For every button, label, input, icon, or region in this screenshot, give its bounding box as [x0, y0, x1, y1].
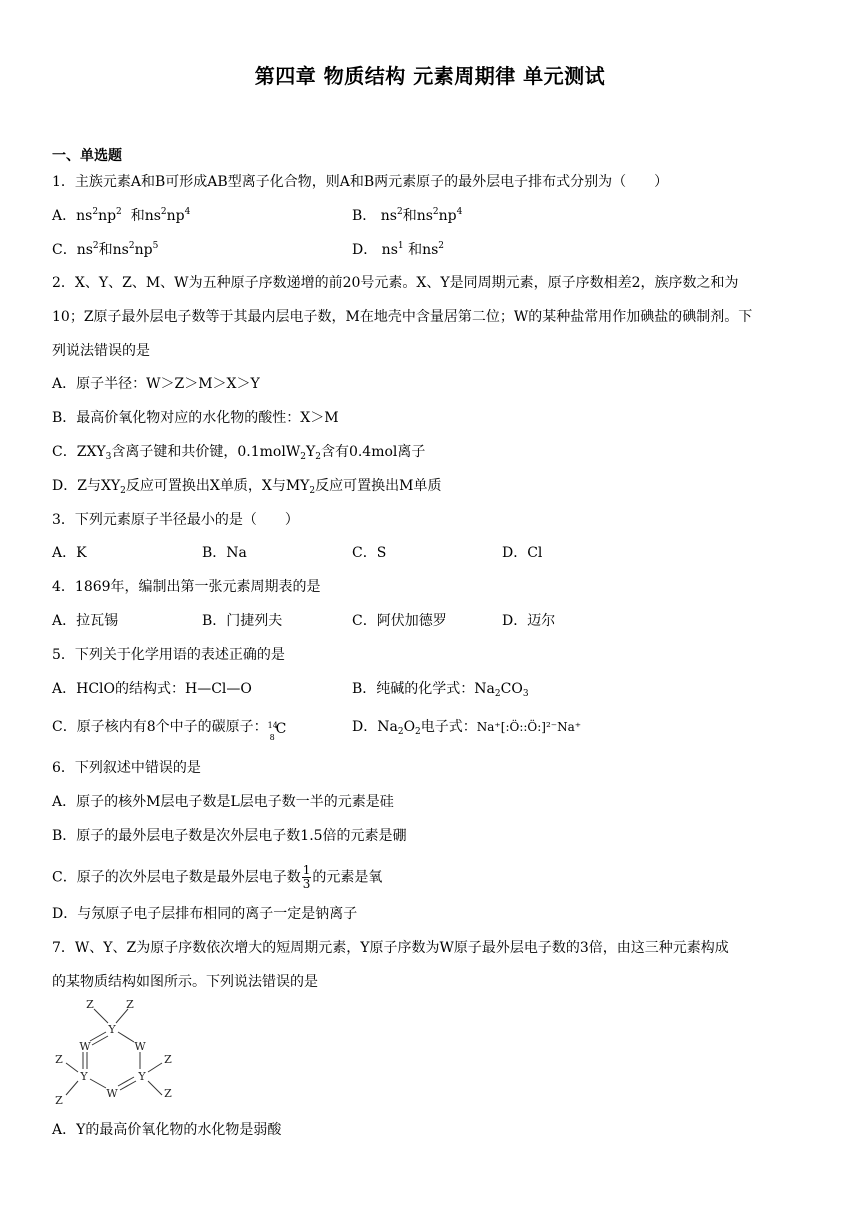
q6-option-b[interactable]: B．原子的最外层电子数是次外层电子数1.5倍的元素是硼 — [52, 828, 407, 844]
q3-option-c[interactable]: C．S — [352, 545, 387, 561]
q1-option-a[interactable]: A．$ns^2np^2$ 和$ns^2np^4$ — [52, 207, 191, 224]
question-1-stem: 1．主族元素A和B可形成AB型离子化合物，则A和B两元素原子的最外层电子排布式分别为（ ） — [52, 174, 669, 190]
q4-option-b[interactable]: B．门捷列夫 — [202, 613, 283, 629]
atom-z-top-left: Z — [86, 998, 94, 1011]
atom-z-mid-right: Z — [164, 1053, 172, 1066]
q3-option-a[interactable]: A．K — [52, 545, 87, 561]
question-7-line-2: 的某物质结构如图所示。下列说法错误的是 — [52, 974, 318, 990]
question-2-line-2: 10；Z原子最外层电子数等于其最内层电子数，M在地壳中含量居第二位；W的某种盐常用作加碘盐的碘制剂。下 — [52, 309, 753, 325]
q2-option-c[interactable]: C．$ZXY_3$含离子键和共价键，$0.1molW_2Y_2$含有0.4mol离子 — [52, 444, 426, 462]
q2-option-a[interactable]: A．原子半径：W＞Z＞M＞X＞Y — [52, 376, 260, 392]
atom-y-left: Y — [80, 1070, 88, 1083]
carbon-14-nuclide: 14 8 C — [267, 721, 287, 742]
q6-option-c[interactable]: C．原子的次外层电子数是最外层电子数 $\frac{1}{3}$ 的元素是氧 — [52, 863, 383, 891]
q1-option-c[interactable]: C．$ns^2$和$ns^2np^5$ — [52, 241, 159, 258]
q3-option-b[interactable]: B．Na — [202, 545, 247, 561]
q6-option-a[interactable]: A．原子的核外M层电子数是L层电子数一半的元素是硅 — [52, 794, 394, 810]
q2-option-b[interactable]: B．最高价氧化物对应的水化物的酸性：X＞M — [52, 410, 339, 426]
q7-option-a[interactable]: A．Y的最高价氧化物的水化物是弱酸 — [52, 1122, 282, 1138]
atom-y-right: Y — [138, 1070, 146, 1083]
q1-option-b[interactable]: B． $ns^2$和$ns^2np^4$ — [352, 207, 463, 224]
ring-structure-diagram — [46, 996, 196, 1111]
page-title: 第四章 物质结构 元素周期律 单元测试 — [254, 64, 606, 88]
question-7-line-1: 7．W、Y、Z为原子序数依次增大的短周期元素，Y原子序数为W原子最外层电子数的3倍，由这三种元素构成 — [52, 940, 729, 956]
section-heading: 一、单选题 — [52, 148, 122, 164]
q4-option-c[interactable]: C．阿伏加德罗 — [352, 613, 447, 629]
atom-z-mid-left: Z — [55, 1053, 63, 1066]
q3-option-d[interactable]: D．Cl — [502, 545, 543, 561]
q2-option-d[interactable]: D．Z与$XY_2$反应可置换出X单质，X与$MY_2$反应可置换出M单质 — [52, 478, 442, 496]
q5-option-c[interactable]: C．原子核内有8个中子的碳原子： 14 8 C — [52, 719, 287, 742]
question-4-stem: 4．1869年，编制出第一张元素周期表的是 — [52, 579, 321, 595]
q5-option-d[interactable]: D．$Na_2O_2$电子式：Na⁺[:Ö::Ö:]²⁻Na⁺ — [352, 719, 582, 737]
atom-z-bottom-left: Z — [55, 1094, 63, 1107]
q5-option-b[interactable]: B．纯碱的化学式：$Na_2CO_3$ — [352, 681, 529, 699]
q5-option-a[interactable]: A．HClO的结构式：H—Cl—O — [52, 681, 252, 697]
question-5-stem: 5．下列关于化学用语的表述正确的是 — [52, 647, 285, 663]
q4-option-d[interactable]: D．迈尔 — [502, 613, 556, 629]
question-6-stem: 6．下列叙述中错误的是 — [52, 760, 201, 776]
atom-z-top-right: Z — [126, 998, 134, 1011]
atom-w-bottom: W — [106, 1087, 118, 1100]
atom-z-bottom-right: Z — [164, 1087, 172, 1100]
atom-w-left: W — [79, 1040, 91, 1053]
q1-option-d[interactable]: D． $ns^1$ 和$ns^2$ — [352, 241, 445, 258]
question-3-stem: 3．下列元素原子半径最小的是（ ） — [52, 512, 299, 528]
question-2-line-3: 列说法错误的是 — [52, 343, 150, 359]
q6-option-d[interactable]: D．与氖原子电子层排布相同的离子一定是钠离子 — [52, 906, 358, 922]
atom-y-top: Y — [108, 1023, 116, 1036]
q4-option-a[interactable]: A．拉瓦锡 — [52, 613, 119, 629]
question-2-line-1: 2．X、Y、Z、M、W为五种原子序数递增的前20号元素。X、Y是同周期元素，原子序数相差2，族序数之和为 — [52, 275, 739, 291]
electron-dot-formula: Na⁺[:Ö::Ö:]²⁻Na⁺ — [476, 720, 582, 734]
fraction-one-third: $\frac{1}{3}$ — [302, 863, 311, 891]
atom-w-right: W — [134, 1040, 146, 1053]
